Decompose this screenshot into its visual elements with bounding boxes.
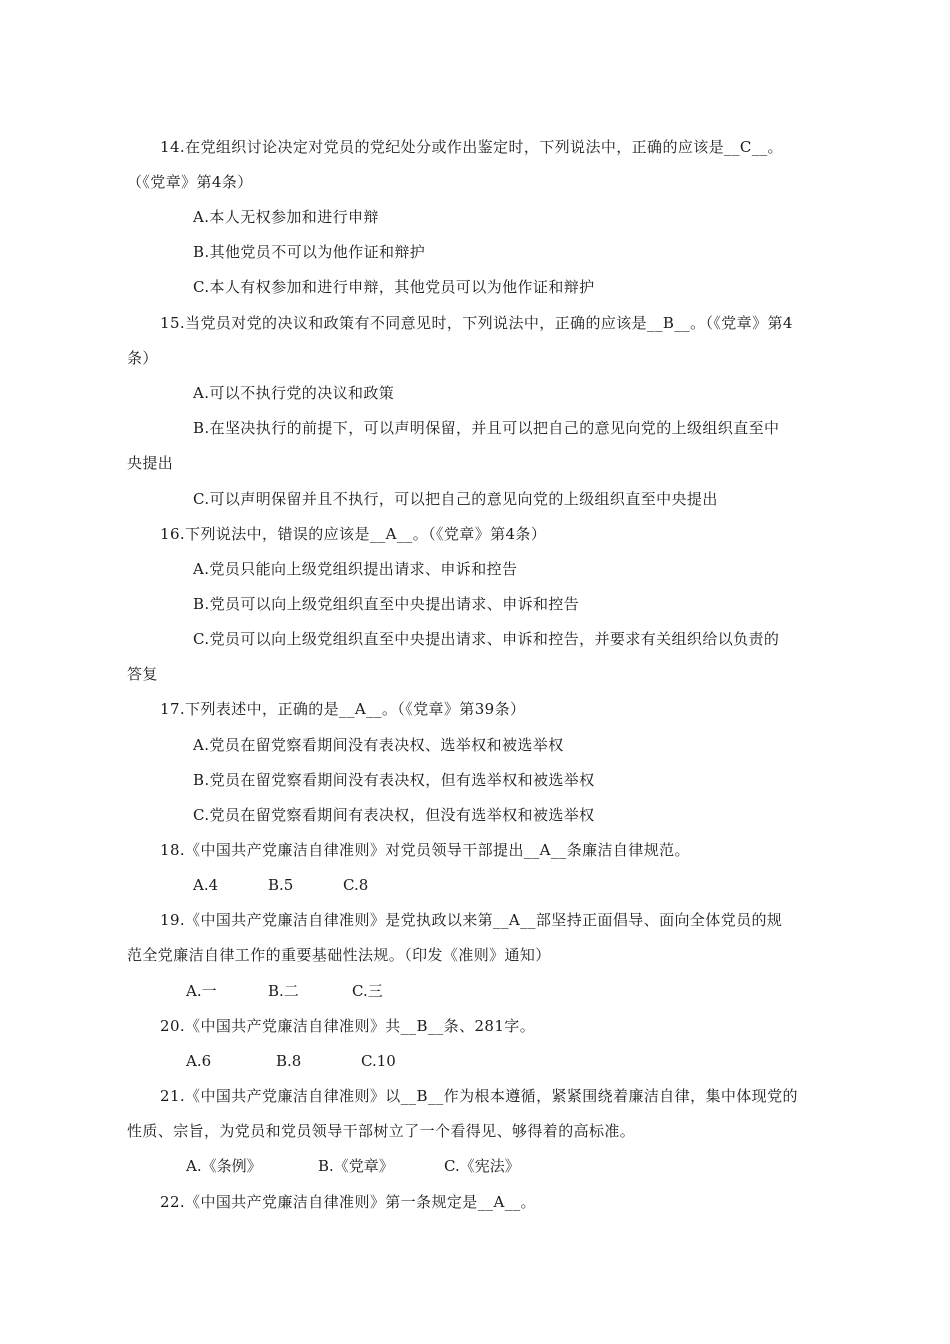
question-21-option-b: B.《党章》 — [318, 1157, 394, 1175]
question-19-option-b: B.二 — [268, 982, 299, 1000]
question-20-options — [0, 1051, 950, 1071]
question-19-option-c: C.三 — [352, 982, 383, 1000]
question-18-option-b: B.5 — [268, 876, 294, 894]
question-15-option-b-cont: 央提出 — [127, 454, 174, 472]
question-16-option-c-cont: 答复 — [127, 665, 158, 683]
question-20-option-c: C.10 — [361, 1052, 396, 1070]
question-14-line1: 14.在党组织讨论决定对党员的党纪处分或作出鉴定时，下列说法中，正确的应该是__C__。 — [160, 138, 783, 156]
question-19-line2: 范全党廉洁自律工作的重要基础性法规。（印发《准则》通知） — [127, 946, 551, 964]
question-19-line1: 19.《中国共产党廉洁自律准则》是党执政以来第__A__部坚持正面倡导、面向全体党员的规 — [160, 911, 783, 929]
question-17-line1: 17.下列表述中，正确的是__A__。（《党章》第39条） — [160, 700, 526, 718]
question-14-option-b: B.其他党员不可以为他作证和辩护 — [193, 243, 426, 261]
question-16-option-a: A.党员只能向上级党组织提出请求、申诉和控告 — [193, 560, 518, 578]
question-19-option-a: A.一 — [186, 982, 217, 1000]
question-21-line1: 21.《中国共产党廉洁自律准则》以__B__作为根本遵循，紧紧围绕着廉洁自律，集中体现党的 — [160, 1087, 798, 1105]
question-21-options — [0, 1156, 950, 1176]
question-22-line1: 22.《中国共产党廉洁自律准则》第一条规定是__A__。 — [160, 1193, 536, 1211]
question-18-option-a: A.4 — [193, 876, 219, 894]
question-20-line1: 20.《中国共产党廉洁自律准则》共__B__条、281字。 — [160, 1017, 536, 1035]
question-21-line2: 性质、宗旨，为党员和党员领导干部树立了一个看得见、够得着的高标准。 — [127, 1122, 636, 1140]
question-16-option-c: C.党员可以向上级党组织直至中央提出请求、申诉和控告，并要求有关组织给以负责的 — [193, 630, 780, 648]
question-18-option-c: C.8 — [343, 876, 369, 894]
question-17-option-b: B.党员在留党察看期间没有表决权，但有选举权和被选举权 — [193, 771, 595, 789]
question-20-option-a: A.6 — [186, 1052, 212, 1070]
question-17-option-a: A.党员在留党察看期间没有表决权、选举权和被选举权 — [193, 736, 564, 754]
question-16-option-b: B.党员可以向上级党组织直至中央提出请求、申诉和控告 — [193, 595, 580, 613]
question-15-option-c: C.可以声明保留并且不执行，可以把自己的意见向党的上级组织直至中央提出 — [193, 490, 718, 508]
question-15-line1: 15.当党员对党的决议和政策有不同意见时，下列说法中，正确的应该是__B__。（《党章》第4 — [160, 314, 793, 332]
question-15-line2: 条） — [127, 349, 158, 367]
question-21-option-c: C.《宪法》 — [444, 1157, 520, 1175]
question-18-options — [0, 875, 950, 895]
question-21-option-a: A.《条例》 — [186, 1157, 262, 1175]
question-15-option-a: A.可以不执行党的决议和政策 — [193, 384, 395, 402]
question-15-option-b: B.在坚决执行的前提下，可以声明保留，并且可以把自己的意见向党的上级组织直至中 — [193, 419, 780, 437]
question-14-option-c: C.本人有权参加和进行申辩，其他党员可以为他作证和辩护 — [193, 278, 595, 296]
question-17-option-c: C.党员在留党察看期间有表决权，但没有选举权和被选举权 — [193, 806, 595, 824]
question-14-option-a: A.本人无权参加和进行申辩 — [193, 208, 379, 226]
question-20-option-b: B.8 — [276, 1052, 302, 1070]
question-14-line2: （《党章》第4条） — [127, 173, 253, 191]
question-19-options — [0, 981, 950, 1001]
question-16-line1: 16.下列说法中，错误的应该是__A__。（《党章》第4条） — [160, 525, 547, 543]
question-18-line1: 18.《中国共产党廉洁自律准则》对党员领导干部提出__A__条廉洁自律规范。 — [160, 841, 690, 859]
